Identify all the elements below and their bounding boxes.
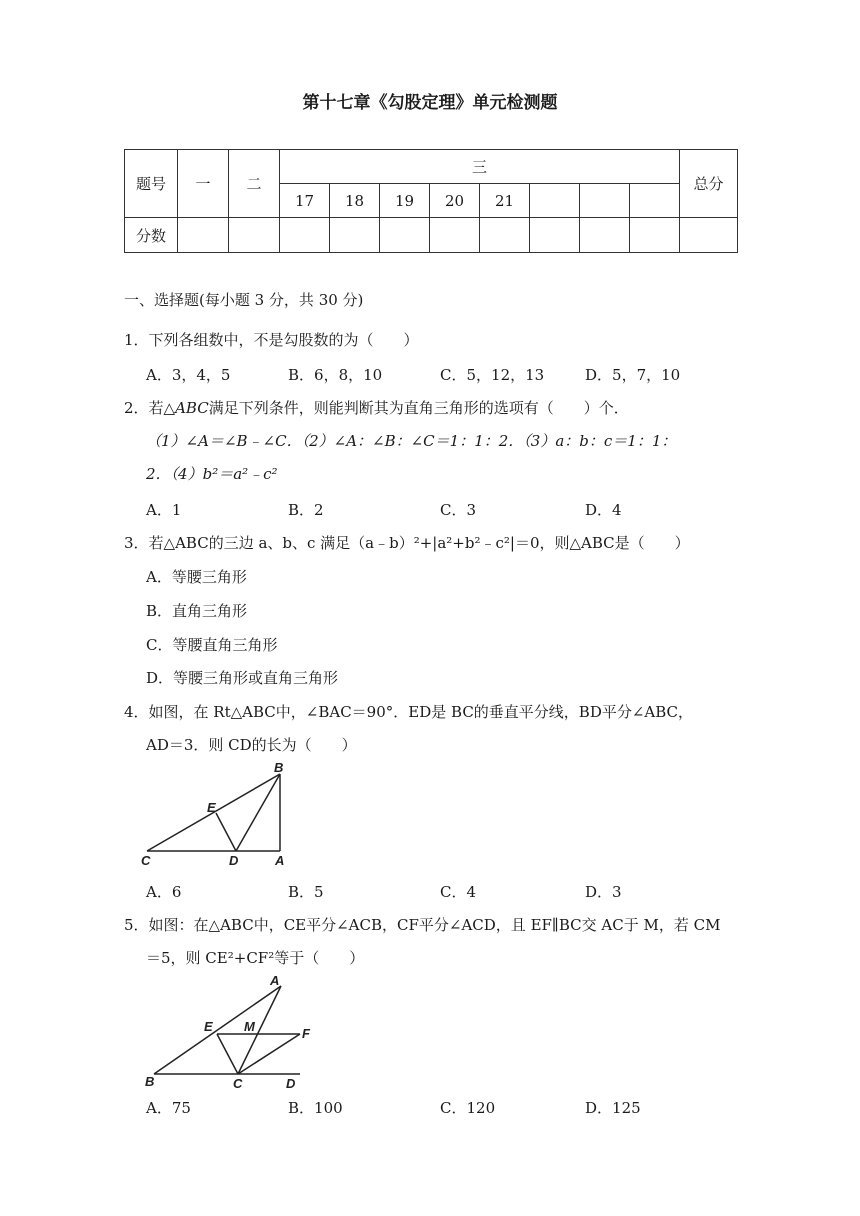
q4-stem-line2: AD＝3．则 CD的长为（ ） — [146, 736, 357, 754]
score-cell — [430, 218, 480, 253]
section-heading: 一、选择题(每小题 3 分，共 30 分) — [124, 291, 364, 309]
score-cell — [530, 218, 580, 253]
sub-col-21: 21 — [480, 184, 530, 218]
score-cell — [380, 218, 430, 253]
header-tihao: 题号 — [125, 150, 178, 218]
q5-stem-line2: ＝5，则 CE²+CF²等于（ ） — [146, 949, 365, 967]
q2-stem — [124, 398, 629, 418]
q4-triangle-figure — [135, 760, 295, 872]
row-label-fenshu: 分数 — [125, 218, 178, 253]
q5-segment-ec — [217, 1034, 238, 1074]
q3-option-a: A．等腰三角形 — [146, 568, 247, 586]
score-cell — [630, 218, 680, 253]
q4-label-d: D — [229, 853, 239, 868]
page-title: 第十七章《勾股定理》单元检测题 — [302, 93, 558, 113]
q1-stem: 1．下列各组数中，不是勾股数的为（ ） — [124, 331, 419, 349]
q3-option-b: B．直角三角形 — [146, 602, 248, 620]
q3-option-d: D．等腰三角形或直角三角形 — [146, 669, 339, 687]
q5-label-d: D — [286, 1076, 296, 1091]
q4-label-c: C — [141, 853, 151, 868]
q5-option-c: C．120 — [440, 1099, 496, 1117]
header-col-2: 二 — [229, 150, 280, 218]
score-cell — [229, 218, 280, 253]
q2-option-b: B．2 — [288, 501, 324, 519]
q5-segment-ba — [154, 986, 281, 1074]
q4-option-b: B．5 — [288, 883, 324, 901]
q2-option-a: A．1 — [146, 501, 182, 519]
q1-option-a: A．3，4，5 — [146, 366, 231, 384]
q2-conditions-line1: （1）∠A＝∠B﹣∠C．（2）∠A：∠B：∠C＝1：1：2．（3）a：b：c＝1：1： — [146, 432, 677, 450]
score-cell — [680, 218, 738, 253]
score-cell — [178, 218, 229, 253]
q5-label-e: E — [204, 1019, 213, 1034]
score-table — [124, 149, 738, 253]
q2-conditions-line2: 2．（4）b²＝a²﹣c² — [146, 465, 278, 483]
q5-label-m: M — [244, 1019, 255, 1034]
q4-stem-line1: 4．如图，在 Rt△ABC中，∠BAC＝90°．ED是 BC的垂直平分线，BD平分∠ABC， — [124, 703, 694, 721]
q1-option-c: C．5，12，13 — [440, 366, 545, 384]
score-cell — [580, 218, 630, 253]
q5-triangle-figure — [140, 970, 315, 1092]
q5-label-a: A — [270, 973, 280, 988]
score-cell — [330, 218, 380, 253]
q4-option-d: D．3 — [585, 883, 622, 901]
q4-segment-de — [216, 813, 236, 851]
q5-option-d: D．125 — [585, 1099, 641, 1117]
sub-col-blank — [580, 184, 630, 218]
sub-col-20: 20 — [430, 184, 480, 218]
sub-col-17: 17 — [280, 184, 330, 218]
q3-option-c: C．等腰直角三角形 — [146, 636, 278, 654]
q4-option-c: C．4 — [440, 883, 477, 901]
q4-option-a: A．6 — [146, 883, 182, 901]
q3-stem: 3．若△ABC的三边 a、b、c 满足（a﹣b）²+|a²+b²﹣c²|＝0，则△ABC是（ ） — [124, 534, 690, 552]
q4-label-b: B — [274, 760, 284, 775]
q5-stem-line1: 5．如图：在△ABC中，CE平分∠ACB，CF平分∠ACD，且 EF∥BC交 AC于 M，若 CM — [124, 916, 721, 934]
q4-segment-db — [236, 774, 280, 851]
sub-col-blank — [630, 184, 680, 218]
q2-stem-abc: ABC — [175, 399, 209, 417]
q2-option-c: C．3 — [440, 501, 477, 519]
header-col-3: 三 — [280, 150, 680, 184]
header-col-1: 一 — [178, 150, 229, 218]
q4-label-a: A — [275, 853, 285, 868]
q2-stem-suffix: 满足下列条件，则能判断其为直角三角形的选项有（ ）个． — [208, 399, 629, 417]
header-total: 总分 — [680, 150, 738, 218]
q1-option-b: B．6，8，10 — [288, 366, 383, 384]
q5-option-a: A．75 — [146, 1099, 191, 1117]
q5-label-c: C — [233, 1076, 243, 1091]
q5-option-b: B．100 — [288, 1099, 343, 1117]
q5-label-f: F — [302, 1026, 310, 1041]
q2-stem-prefix: 2．若△ — [124, 399, 176, 417]
score-cell — [480, 218, 530, 253]
q1-option-d: D．5，7，10 — [585, 366, 681, 384]
sub-col-18: 18 — [330, 184, 380, 218]
score-cell — [280, 218, 330, 253]
q5-label-b: B — [145, 1074, 155, 1089]
sub-col-19: 19 — [380, 184, 430, 218]
q2-option-d: D．4 — [585, 501, 622, 519]
sub-col-blank — [530, 184, 580, 218]
q4-label-e: E — [207, 800, 216, 815]
